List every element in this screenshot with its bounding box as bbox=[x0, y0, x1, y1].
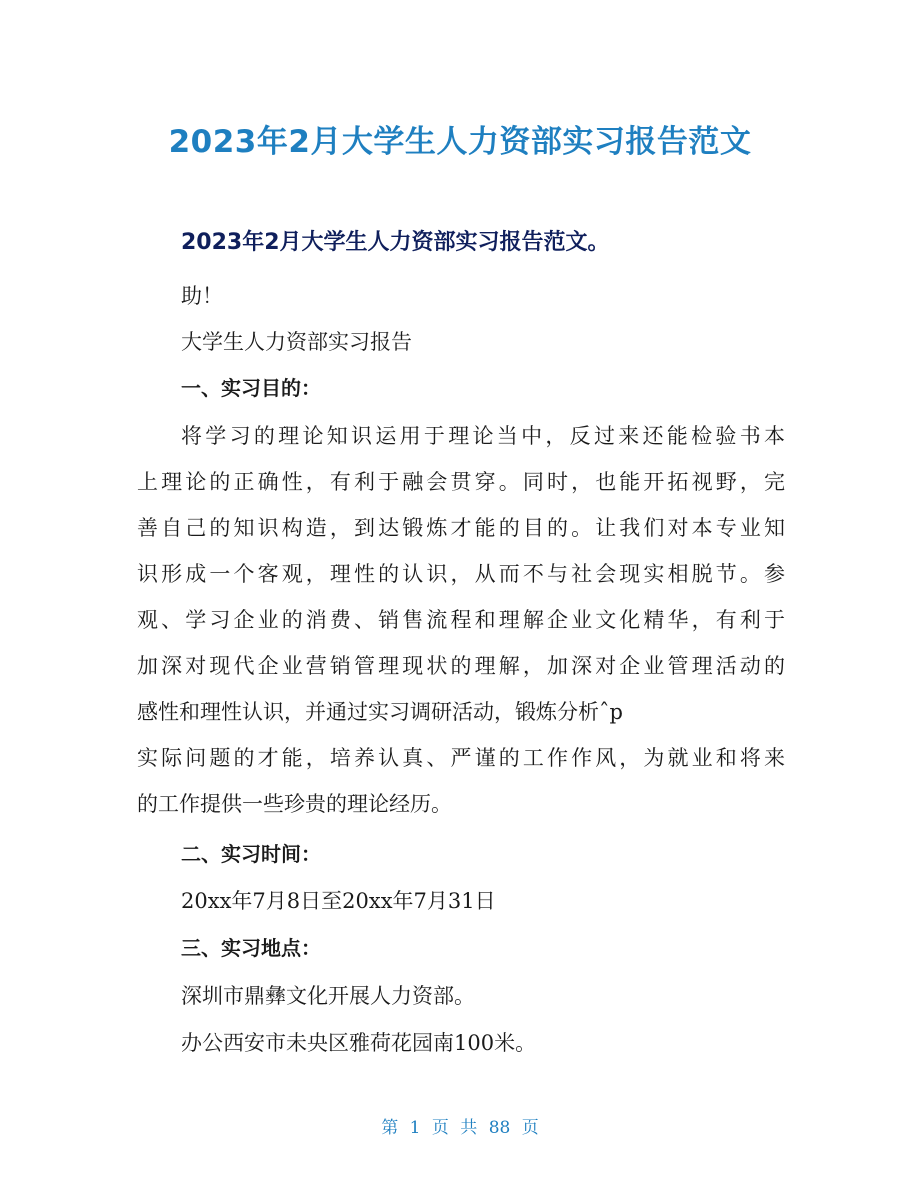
paragraph-line: 将学习的理论知识运用于理论当中，反过来还能检验书本 bbox=[181, 424, 785, 448]
section-heading-time: 二、实习时间： bbox=[181, 842, 321, 866]
section-heading-purpose: 一、实习目的： bbox=[181, 376, 321, 400]
paragraph-line: 加深对现代企业营销管理现状的理解，加深对企业管理活动的 bbox=[137, 654, 785, 678]
document-title: 2023年2月大学生人力资部实习报告范文 bbox=[168, 124, 752, 160]
paragraph-line: 办公西安市未央区雅荷花园南100米。 bbox=[181, 1031, 537, 1055]
section-heading-location: 三、实习地点： bbox=[181, 936, 321, 960]
paragraph-line: 的工作提供一些珍贵的理论经历。 bbox=[137, 792, 452, 816]
paragraph-line: 感性和理性认识，并通过实习调研活动，锻炼分析ˆp bbox=[137, 700, 623, 724]
paragraph-line: 20xx年7月8日至20xx年7月31日 bbox=[181, 889, 496, 913]
paragraph-line: 观、学习企业的消费、销售流程和理解企业文化精华，有利于 bbox=[137, 608, 785, 632]
page-number-footer: 第 1 页 共 88 页 bbox=[381, 1118, 539, 1138]
paragraph-line: 深圳市鼎彝文化开展人力资部。 bbox=[181, 984, 475, 1008]
paragraph-line: 实际问题的才能，培养认真、严谨的工作作风，为就业和将来 bbox=[137, 746, 785, 770]
paragraph-line: 上理论的正确性，有利于融会贯穿。同时，也能开拓视野，完 bbox=[137, 470, 785, 494]
document-subtitle: 2023年2月大学生人力资部实习报告范文。 bbox=[181, 230, 610, 255]
paragraph-line: 善自己的知识构造，到达锻炼才能的目的。让我们对本专业知 bbox=[137, 516, 785, 540]
paragraph-line: 助！ bbox=[181, 284, 223, 308]
paragraph-line: 识形成一个客观，理性的认识，从而不与社会现实相脱节。参 bbox=[137, 562, 785, 586]
paragraph-line: 大学生人力资部实习报告 bbox=[181, 330, 412, 354]
